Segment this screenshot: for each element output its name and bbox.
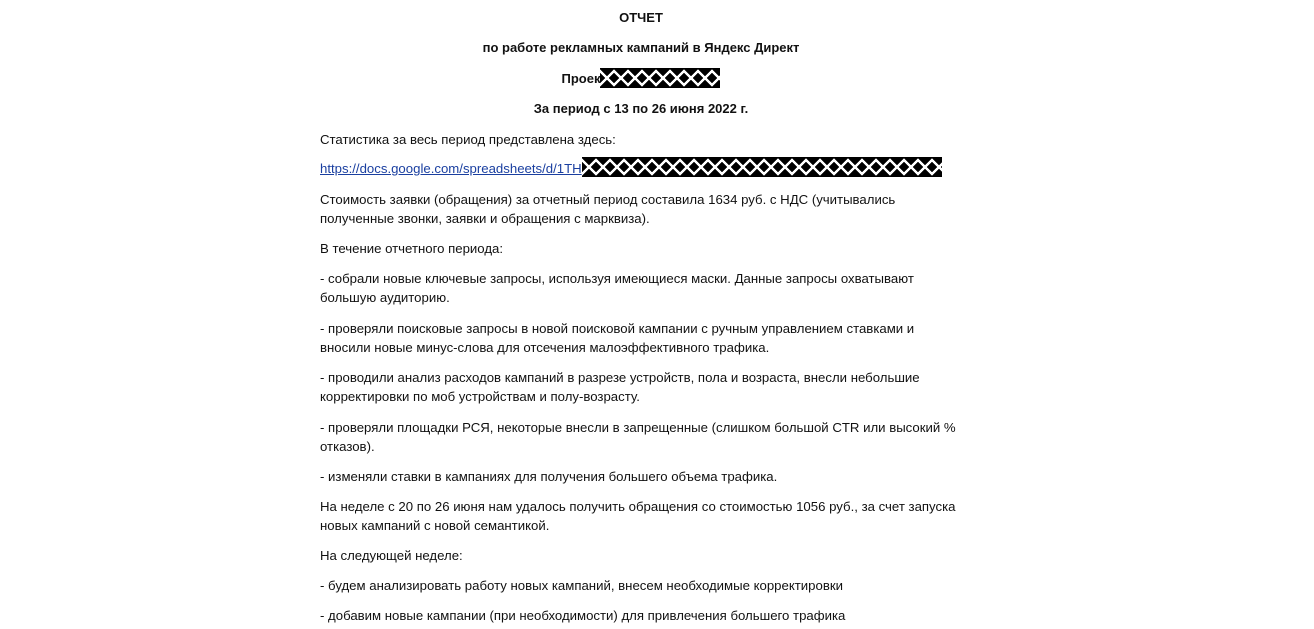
item-4-line-1: - проверяли площадки РСЯ, некоторые внесли в запрещенные (слишком большой CTR или высокий % — [320, 420, 956, 435]
item-3-line-2: корректировки по моб устройствам и полу-возрасту. — [320, 389, 640, 404]
stats-intro: Статистика за весь период представлена здесь: — [320, 132, 616, 147]
stats-link[interactable]: https://docs.google.com/spreadsheets/d/1TH — [320, 161, 582, 176]
redaction-mark — [600, 68, 720, 88]
document-title: ОТЧЕТ — [619, 10, 663, 25]
during-period-heading: В течение отчетного периода: — [320, 241, 504, 256]
item-1-line-2: большую аудиторию. — [320, 290, 450, 305]
item-5: - изменяли ставки в кампаниях для получения большего объема трафика. — [320, 469, 778, 484]
next-item-1: - будем анализировать работу новых кампаний, внесем необходимые корректировки — [320, 578, 843, 593]
document-subtitle: по работе рекламных кампаний в Яндекс Директ — [482, 40, 800, 55]
next-item-2: - добавим новые кампании (при необходимости) для привлечения большего трафика — [320, 608, 846, 623]
item-2-line-1: - проверяли поисковые запросы в новой поисковой кампании с ручным управлением ставками и — [320, 321, 915, 336]
next-week-heading: На следующей неделе: — [320, 548, 463, 563]
item-4-line-2: отказов). — [320, 439, 375, 454]
cost-paragraph-line-1: Стоимость заявки (обращения) за отчетный период составила 1634 руб. с НДС (учитывались — [320, 192, 896, 207]
redacted-link-tail — [582, 159, 942, 178]
project-line — [0, 70, 1282, 88]
redacted-project-name — [600, 70, 720, 88]
week-paragraph-line-1: На неделе с 20 по 26 июня нам удалось получить обращения со стоимостью 1056 руб., за счет запуска — [320, 499, 956, 514]
cost-paragraph-line-2: полученные звонки, заявки и обращения с марквиза). — [320, 211, 650, 226]
item-1-line-1: - собрали новые ключевые запросы, используя имеющиеся маски. Данные запросы охватывают — [320, 271, 914, 286]
report-period: За период с 13 по 26 июня 2022 г. — [533, 101, 749, 116]
redaction-mark — [582, 157, 942, 177]
project-label: Проек — [561, 71, 601, 86]
week-paragraph-line-2: новых кампаний с новой семантикой. — [320, 518, 550, 533]
item-3-line-1: - проводили анализ расходов кампаний в разрезе устройств, пола и возраста, внесли небольшие — [320, 370, 920, 385]
stats-link-line — [320, 159, 970, 178]
item-2-line-2: вносили новые минус-слова для отсечения малоэффективного трафика. — [320, 340, 770, 355]
